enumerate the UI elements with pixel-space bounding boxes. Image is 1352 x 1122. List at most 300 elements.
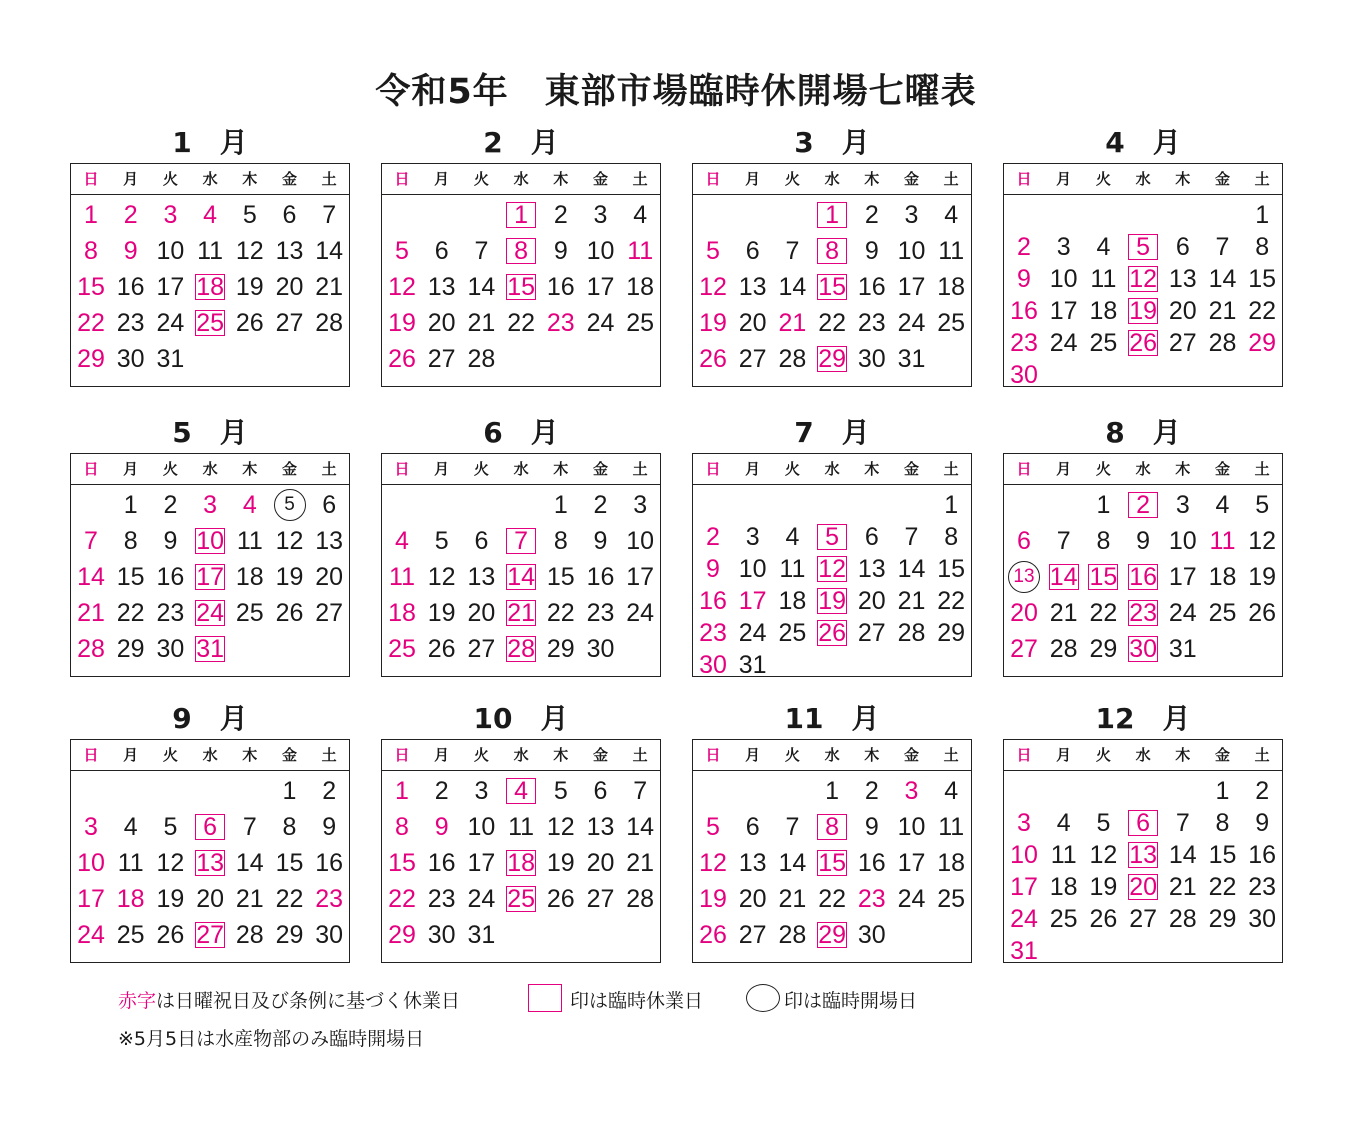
day-cell: 28 [778,345,807,373]
day-cell: 22 [546,599,575,627]
footnote: ※5月5日は水産物部のみ臨時開場日 [118,1028,425,1050]
weekday-label: 火 [162,170,178,188]
day-cell: 25 [937,309,966,337]
day-cell: 27 [738,921,767,949]
day-cell: 19 [699,885,727,913]
weekday-label: 日 [705,460,721,478]
day-cell: 27 [857,619,886,647]
day-cell: 2 [553,201,568,229]
weekday-header [71,740,349,771]
day-cell: 10 [897,813,926,841]
weekday-label: 土 [943,460,959,478]
weekday-label: 水 [1135,170,1151,188]
month-grid [381,163,661,387]
day-cell: 22 [116,599,145,627]
day-cell: 20 [586,849,615,877]
day-cell: 1 [1215,777,1230,805]
day-cell: 8 [514,237,529,265]
day-cell: 25 [235,599,264,627]
day-cell: 30 [315,921,344,949]
weekday-label: 月 [123,460,139,478]
day-cell: 12 [427,563,456,591]
day-cell: 8 [825,813,840,841]
weekday-label: 水 [1135,460,1151,478]
weekday-label: 火 [162,746,178,764]
day-cell: 5 [706,237,720,265]
month-grid [381,739,661,963]
weekday-label: 火 [1095,460,1111,478]
day-cell: 11 [197,237,224,265]
day-cell: 9 [322,813,337,841]
weekday-label: 日 [1016,460,1032,478]
weekday-label: 木 [242,746,258,764]
day-cell: 14 [1049,563,1078,591]
day-cell: 7 [1215,233,1230,261]
weekday-label: 木 [553,746,569,764]
day-cell: 14 [77,563,105,591]
day-cell: 3 [1017,809,1031,837]
day-cell: 4 [203,201,218,229]
day-cell: 13 [275,237,304,265]
day-cell: 27 [315,599,344,627]
day-cell: 25 [196,309,224,337]
day-cell: 17 [738,587,767,615]
day-cell: 29 [275,921,304,949]
day-cell: 25 [388,635,416,663]
day-cell: 20 [1129,873,1157,901]
day-cell: 31 [738,651,767,679]
weekday-label: 木 [864,460,880,478]
day-cell: 30 [1129,635,1157,663]
day-cell: 17 [1049,297,1078,325]
day-cell: 5 [553,777,568,805]
weekday-label: 木 [242,170,258,188]
weekday-label: 金 [903,460,919,478]
day-cell: 23 [315,885,344,913]
day-cell: 1 [123,491,138,519]
day-cell: 31 [897,345,926,373]
day-cell: 29 [77,345,105,373]
day-cell: 20 [857,587,886,615]
day-cell: 1 [553,491,568,519]
day-cell: 1 [282,777,297,805]
day-cell: 20 [467,599,496,627]
day-cell: 7 [242,813,257,841]
weekday-label: 土 [321,460,337,478]
day-cell: 16 [1248,841,1277,869]
weekday-label: 日 [394,460,410,478]
month-label: 3 月 [794,126,870,159]
weekday-label: 金 [281,170,297,188]
day-cell: 27 [738,345,767,373]
day-cell: 3 [203,491,218,519]
day-cell: 4 [944,201,959,229]
day-cell: 20 [275,273,304,301]
weekday-label: 土 [1254,460,1270,478]
day-cell: 25 [507,885,535,913]
day-cell: 23 [427,885,456,913]
day-cell: 7 [785,237,800,265]
day-cell: 31 [467,921,496,949]
weekday-label: 月 [1056,170,1072,188]
day-cell: 30 [1010,361,1038,389]
day-cell: 24 [738,619,767,647]
day-cell: 4 [944,777,959,805]
day-cell: 28 [507,635,535,663]
day-cell: 1 [84,201,98,229]
day-cell: 12 [1129,265,1157,293]
day-cell: 9 [706,555,720,583]
day-cell: 12 [699,849,727,877]
day-cell: 12 [1248,527,1277,555]
day-cell: 8 [123,527,138,555]
day-cell: 8 [1096,527,1111,555]
day-cell: 27 [196,921,224,949]
day-cell: 23 [1010,329,1038,357]
day-cell: 15 [546,563,575,591]
day-cell: 26 [388,345,416,373]
day-cell: 13 [857,555,886,583]
day-cell: 15 [388,849,416,877]
day-cell: 2 [864,777,879,805]
day-cell: 17 [586,273,615,301]
day-cell: 26 [275,599,304,627]
day-cell: 4 [1096,233,1111,261]
day-cell: 23 [546,309,575,337]
day-cell: 25 [1208,599,1237,627]
day-cell: 13 [738,849,767,877]
month-label: 5 月 [172,416,248,449]
day-cell: 15 [818,849,846,877]
day-cell: 21 [315,273,344,301]
day-cell: 20 [315,563,344,591]
day-cell: 9 [434,813,449,841]
day-cell: 14 [778,273,807,301]
day-cell: 19 [388,309,416,337]
day-cell: 19 [427,599,456,627]
weekday-label: 金 [592,170,608,188]
day-cell: 4 [514,777,529,805]
day-cell: 19 [818,587,846,615]
day-cell: 25 [778,619,807,647]
weekday-label: 火 [162,460,178,478]
weekday-header [1004,740,1282,771]
day-cell: 11 [1090,265,1117,293]
month-grid [1003,453,1283,677]
weekday-label: 月 [434,746,450,764]
day-cell: 11 [1050,841,1077,869]
day-cell: 10 [196,527,224,555]
day-cell: 11 [389,563,415,591]
day-cell: 12 [388,273,416,301]
weekday-label: 火 [1095,170,1111,188]
day-cell: 1 [1255,201,1270,229]
weekday-label: 日 [1016,170,1032,188]
month-label: 12 月 [1095,702,1191,735]
weekday-label: 木 [1175,460,1191,478]
day-cell: 11 [627,237,654,265]
day-cell: 10 [1010,841,1038,869]
day-cell: 27 [1129,905,1157,933]
weekday-label: 金 [903,170,919,188]
day-cell: 22 [818,309,846,337]
day-cell: 19 [1089,873,1118,901]
day-cell: 2 [1255,777,1270,805]
weekday-label: 日 [1016,746,1032,764]
day-cell: 14 [626,813,655,841]
day-cell: 24 [1010,905,1038,933]
weekday-label: 火 [473,460,489,478]
day-cell: 14 [467,273,496,301]
day-cell: 1 [514,201,529,229]
month-grid [692,739,972,963]
legend-box-desc: 印は臨時休業日 [570,990,704,1012]
day-cell: 7 [785,813,800,841]
day-cell: 24 [1168,599,1197,627]
day-cell: 31 [1010,937,1038,965]
day-cell: 7 [904,523,919,551]
day-cell: 18 [937,849,966,877]
day-cell: 7 [322,201,337,229]
day-cell: 20 [738,885,767,913]
day-cell: 1 [825,777,840,805]
day-cell: 2 [1017,233,1031,261]
day-cell: 3 [904,201,919,229]
day-cell: 28 [626,885,655,913]
day-cell: 22 [77,309,105,337]
weekday-label: 月 [434,460,450,478]
weekday-label: 水 [1135,746,1151,764]
day-cell: 8 [282,813,297,841]
weekday-header [382,164,660,195]
weekday-label: 土 [1254,746,1270,764]
weekday-header [693,740,971,771]
legend-red-desc: は日曜祝日及び条例に基づく休業日 [156,990,461,1012]
weekday-label: 水 [513,746,529,764]
day-cell: 5 [395,237,409,265]
weekday-label: 月 [1056,746,1072,764]
day-cell: 8 [825,237,840,265]
day-cell: 24 [77,921,105,949]
day-cell: 15 [116,563,145,591]
day-cell: 4 [1215,491,1230,519]
day-cell: 17 [1168,563,1197,591]
day-cell: 26 [546,885,575,913]
legend-box-icon [528,984,562,1012]
day-cell: 5 [825,523,840,551]
day-cell: 23 [1129,599,1157,627]
day-cell: 11 [117,849,144,877]
day-cell: 30 [699,651,727,679]
day-cell: 2 [706,523,720,551]
weekday-label: 水 [824,170,840,188]
day-cell: 13 [467,563,496,591]
day-cell: 3 [1056,233,1071,261]
weekday-label: 土 [632,460,648,478]
day-cell: 10 [738,555,767,583]
day-cell: 28 [235,921,264,949]
weekday-header [1004,164,1282,195]
day-cell: 16 [1010,297,1038,325]
day-cell: 28 [467,345,496,373]
day-cell: 24 [156,309,185,337]
month-label: 9 月 [172,702,248,735]
day-cell: 10 [586,237,615,265]
day-cell: 22 [388,885,416,913]
day-cell: 3 [593,201,608,229]
day-cell: 19 [546,849,575,877]
day-cell: 6 [1017,527,1031,555]
month-grid [692,163,972,387]
weekday-label: 月 [745,460,761,478]
weekday-label: 土 [321,170,337,188]
day-cell: 18 [626,273,655,301]
weekday-label: 木 [553,170,569,188]
day-cell: 5 [706,813,720,841]
day-cell: 8 [944,523,959,551]
day-cell: 21 [1208,297,1237,325]
day-cell: 28 [1049,635,1078,663]
day-cell: 21 [77,599,105,627]
weekday-label: 火 [784,460,800,478]
day-cell: 12 [818,555,846,583]
day-cell: 4 [395,527,409,555]
day-cell: 26 [156,921,185,949]
day-cell: 23 [699,619,727,647]
weekday-label: 水 [202,746,218,764]
weekday-label: 日 [705,170,721,188]
weekday-label: 日 [705,746,721,764]
day-cell: 30 [857,345,886,373]
day-cell: 27 [586,885,615,913]
day-cell: 5 [1136,233,1151,261]
day-cell: 2 [1136,491,1151,519]
day-cell: 20 [427,309,456,337]
weekday-label: 日 [394,170,410,188]
day-cell: 6 [322,491,337,519]
day-cell: 29 [818,921,846,949]
day-cell: 17 [897,273,926,301]
day-cell: 1 [1096,491,1111,519]
weekday-header [382,740,660,771]
day-cell: 19 [275,563,304,591]
day-cell: 15 [1089,563,1118,591]
weekday-label: 月 [434,170,450,188]
day-cell: 18 [235,563,264,591]
month-label: 8 月 [1105,416,1181,449]
day-cell: 29 [1248,329,1277,357]
day-cell: 19 [235,273,264,301]
day-cell: 4 [633,201,648,229]
day-cell: 16 [857,273,886,301]
day-cell: 26 [1089,905,1118,933]
weekday-label: 金 [1214,170,1230,188]
day-cell: 13 [315,527,344,555]
day-cell: 3 [904,777,919,805]
weekday-label: 日 [83,746,99,764]
day-cell: 27 [1010,635,1038,663]
day-cell: 8 [395,813,409,841]
day-cell: 17 [196,563,224,591]
day-cell: 3 [745,523,760,551]
day-cell: 5 [434,527,449,555]
day-cell: 12 [156,849,185,877]
day-cell: 5 [242,201,257,229]
day-cell: 1 [825,201,840,229]
day-cell: 21 [1168,873,1197,901]
weekday-label: 火 [473,170,489,188]
day-cell: 3 [1175,491,1190,519]
day-cell: 10 [1049,265,1078,293]
day-cell: 21 [507,599,535,627]
day-cell: 18 [778,587,807,615]
weekday-label: 火 [784,170,800,188]
day-cell: 6 [593,777,608,805]
day-cell: 15 [275,849,304,877]
month-grid [70,453,350,677]
day-cell: 5 [163,813,178,841]
day-cell: 7 [514,527,529,555]
day-cell: 17 [626,563,655,591]
weekday-label: 木 [242,460,258,478]
day-cell: 26 [427,635,456,663]
day-cell: 21 [235,885,264,913]
day-cell: 16 [857,849,886,877]
day-cell: 15 [507,273,535,301]
month-grid [70,163,350,387]
day-cell: 18 [1049,873,1078,901]
day-cell: 7 [1056,527,1071,555]
weekday-label: 金 [903,746,919,764]
month-label: 2 月 [483,126,559,159]
day-cell: 22 [507,309,535,337]
weekday-label: 月 [123,170,139,188]
day-cell: 6 [203,813,218,841]
day-cell: 9 [163,527,178,555]
day-cell: 28 [897,619,926,647]
day-cell: 27 [275,309,304,337]
day-cell: 10 [77,849,105,877]
day-cell: 31 [1168,635,1197,663]
page-title: 令和5年 東部市場臨時休開場七曜表 [375,72,977,112]
weekday-label: 月 [745,170,761,188]
day-cell: 7 [474,237,489,265]
day-cell: 13 [196,849,224,877]
day-cell: 2 [434,777,449,805]
day-cell: 19 [1248,563,1277,591]
day-cell: 21 [626,849,655,877]
weekday-header [693,454,971,485]
day-cell: 22 [275,885,304,913]
day-cell: 6 [474,527,489,555]
day-cell: 8 [553,527,568,555]
weekday-label: 金 [281,746,297,764]
weekday-header [71,164,349,195]
day-cell: 12 [275,527,304,555]
day-cell: 8 [84,237,98,265]
weekday-label: 金 [592,746,608,764]
day-cell: 18 [507,849,535,877]
day-cell: 15 [818,273,846,301]
day-cell: 21 [897,587,926,615]
day-cell: 27 [1168,329,1197,357]
day-cell: 6 [864,523,879,551]
day-cell: 28 [1208,329,1237,357]
day-cell: 29 [937,619,966,647]
day-cell: 17 [77,885,105,913]
day-cell: 21 [467,309,496,337]
day-cell: 13 [427,273,456,301]
